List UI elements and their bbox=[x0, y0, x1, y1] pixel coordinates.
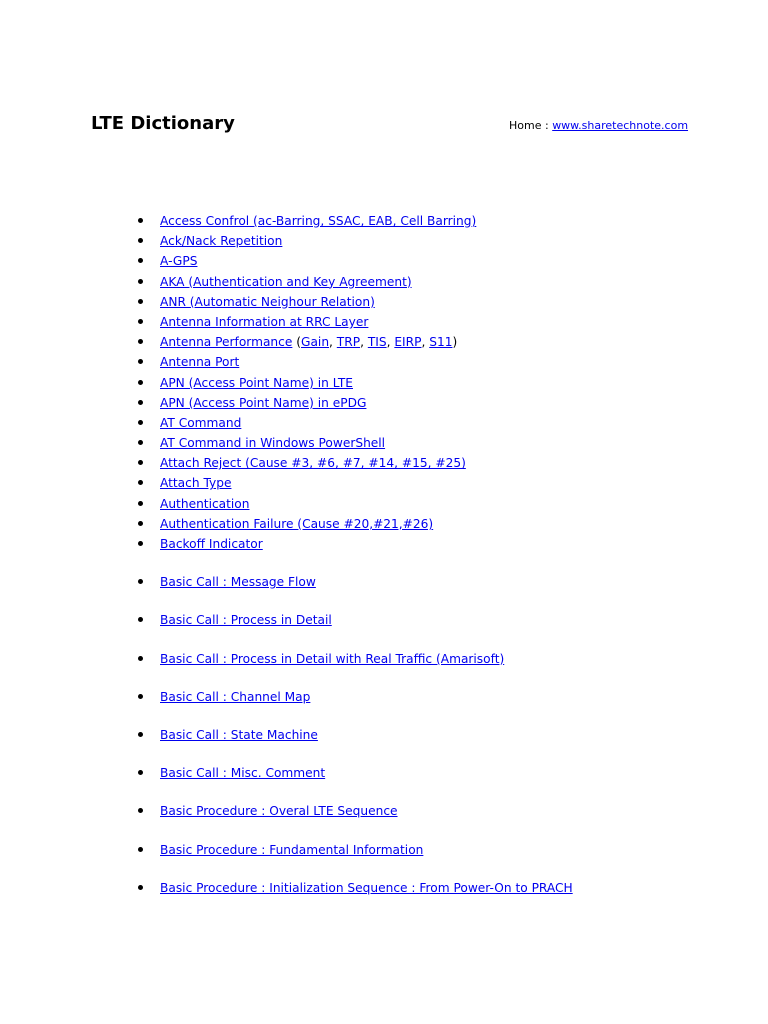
list-item bbox=[160, 272, 740, 292]
list-item bbox=[160, 725, 740, 763]
list-item bbox=[160, 514, 740, 534]
list-item bbox=[160, 231, 740, 251]
page-title: LTE Dictionary bbox=[91, 113, 235, 134]
term-link[interactable]: AKA (Authentication and Key Agreement) bbox=[160, 274, 412, 289]
term-link[interactable]: ANR (Automatic Neighour Relation) bbox=[160, 294, 375, 309]
term-link[interactable]: APN (Access Point Name) in ePDG bbox=[160, 395, 367, 410]
term-link[interactable]: AT Command bbox=[160, 415, 242, 430]
list-item bbox=[160, 494, 740, 514]
term-link[interactable]: Antenna Performance bbox=[160, 335, 293, 350]
separator: , bbox=[360, 335, 368, 350]
list-item bbox=[160, 211, 740, 231]
list-item bbox=[160, 572, 740, 610]
list-item bbox=[160, 610, 740, 648]
paren-close: ) bbox=[452, 335, 458, 350]
list-item bbox=[160, 473, 740, 493]
list-item bbox=[160, 251, 740, 271]
term-link[interactable]: Authentication Failure (Cause #20,#21,#26) bbox=[160, 516, 434, 531]
term-link[interactable]: Basic Call : State Machine bbox=[160, 727, 318, 742]
home-label: Home : bbox=[509, 119, 553, 132]
sub-link-gain[interactable]: Gain bbox=[301, 335, 330, 350]
term-link[interactable]: Ack/Nack Repetition bbox=[160, 234, 283, 249]
list-item bbox=[160, 687, 740, 725]
term-link[interactable]: Authentication bbox=[160, 496, 250, 511]
term-link[interactable]: APN (Access Point Name) in LTE bbox=[160, 375, 353, 390]
separator: , bbox=[329, 335, 337, 350]
term-link[interactable]: AT Command in Windows PowerShell bbox=[160, 436, 386, 451]
paren-open: ( bbox=[292, 335, 302, 350]
term-link[interactable]: Basic Call : Message Flow bbox=[160, 575, 316, 590]
term-link[interactable]: Backoff Indicator bbox=[160, 537, 263, 551]
term-link[interactable]: Basic Procedure : Fundamental Information bbox=[160, 842, 424, 857]
term-link[interactable]: Access Confrol (ac-Barring, SSAC, EAB, Cell Barring) bbox=[160, 214, 477, 228]
home-link[interactable]: www.sharetechnote.com bbox=[552, 119, 689, 132]
list-item bbox=[160, 453, 740, 473]
list-item bbox=[160, 649, 740, 687]
term-link[interactable]: Antenna Information at RRC Layer bbox=[160, 314, 369, 329]
term-link[interactable]: Antenna Port bbox=[160, 355, 240, 370]
term-link[interactable]: Attach Type bbox=[160, 476, 232, 491]
list-item bbox=[160, 413, 740, 433]
term-link[interactable]: Basic Call : Channel Map bbox=[160, 689, 311, 704]
list-item bbox=[160, 763, 740, 801]
separator: , bbox=[386, 335, 395, 350]
list-item bbox=[160, 352, 740, 372]
list-item bbox=[160, 878, 740, 916]
list-item bbox=[160, 373, 740, 393]
list-item bbox=[160, 332, 740, 352]
list-item bbox=[160, 393, 740, 413]
home-line bbox=[509, 119, 688, 133]
term-link[interactable]: Basic Procedure : Overal LTE Sequence bbox=[160, 804, 398, 819]
term-link[interactable]: Attach Reject (Cause #3, #6, #7, #14, #15, #25) bbox=[160, 456, 466, 471]
list-item bbox=[160, 292, 740, 312]
list-item bbox=[160, 840, 740, 878]
separator: , bbox=[421, 335, 430, 350]
term-link[interactable]: Basic Call : Process in Detail with Real Traffic (Amarisoft) bbox=[160, 651, 505, 666]
list-item bbox=[160, 312, 740, 332]
term-link[interactable]: Basic Call : Process in Detail bbox=[160, 613, 332, 628]
list-item bbox=[160, 534, 740, 572]
list-item bbox=[160, 801, 740, 839]
term-link[interactable]: Basic Procedure : Initialization Sequence : From Power-On to PRACH bbox=[160, 880, 573, 895]
term-link[interactable]: A-GPS bbox=[160, 254, 198, 269]
term-list bbox=[160, 211, 740, 916]
sub-link-tis[interactable]: TIS bbox=[367, 335, 387, 350]
sub-link-eirp[interactable]: EIRP bbox=[394, 335, 422, 350]
list-item bbox=[160, 433, 740, 453]
sub-link-trp[interactable]: TRP bbox=[336, 335, 361, 350]
term-link[interactable]: Basic Call : Misc. Comment bbox=[160, 766, 326, 781]
sub-link-s11[interactable]: S11 bbox=[429, 335, 453, 350]
